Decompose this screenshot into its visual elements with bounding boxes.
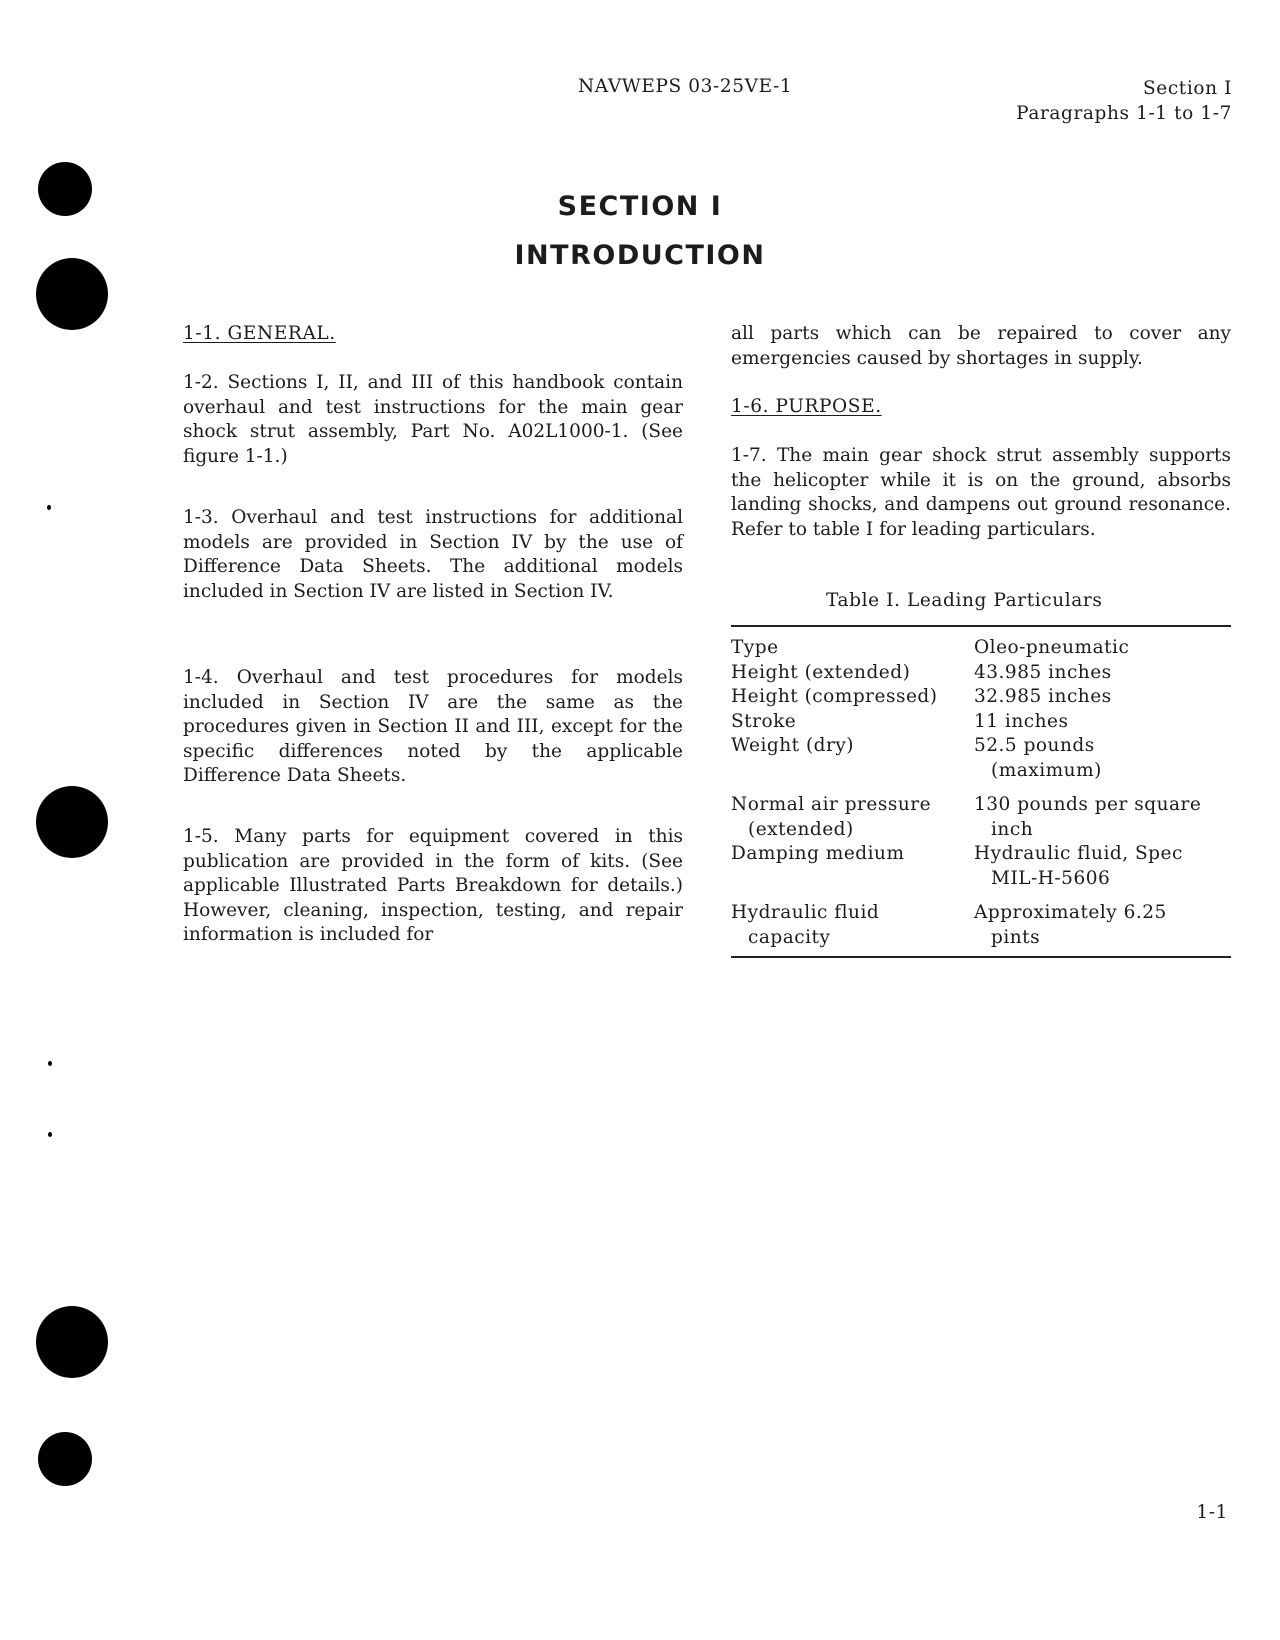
section-title: SECTION I	[557, 191, 723, 222]
cell-value	[974, 783, 1231, 842]
cell-value-line2: MIL-H-5606	[991, 867, 1111, 889]
cell-parameter-line2: (extended)	[748, 818, 854, 840]
cell-value	[974, 710, 1231, 735]
punch-hole-5	[38, 1432, 92, 1486]
document-number: NAVWEPS 03-25VE-1	[578, 76, 793, 97]
header-section: Section I	[1143, 78, 1232, 99]
cell-value-line1: Approximately 6.25	[974, 902, 1167, 923]
cell-parameter-line2: capacity	[748, 926, 831, 948]
page-number: 1-1	[1196, 1502, 1228, 1523]
cell-parameter-line1: Height (compressed)	[731, 686, 938, 707]
heading-purpose: 1-6. PURPOSE.	[731, 396, 882, 417]
cell-parameter	[731, 783, 974, 842]
cell-parameter-line1: Height (extended)	[731, 661, 911, 683]
scan-speck	[48, 1061, 52, 1066]
cell-value-line2: pints	[991, 926, 1041, 948]
punch-hole-3	[36, 786, 108, 858]
cell-value-line1: Hydraulic fluid, Spec	[974, 843, 1183, 864]
cell-parameter-line1: Normal air pressure	[731, 794, 932, 815]
table-bottom-rule	[731, 956, 1231, 958]
cell-parameter-line1: Type	[731, 637, 779, 658]
table-row	[731, 734, 1231, 783]
cell-value-line1: 130 pounds per square	[974, 794, 1202, 815]
paragraph-1-2: 1-2. Sections I, II, and III of this handbook contain overhaul and test instructions for the main gear shock strut assembly, Part No. A02L1000-1. (See figure 1-1.)	[183, 372, 683, 467]
section-name: INTRODUCTION	[514, 240, 766, 271]
cell-value-line1: 11 inches	[974, 710, 1069, 732]
cell-value-line1: 52.5 pounds	[974, 735, 1095, 756]
cell-value	[974, 891, 1231, 950]
cell-value	[974, 842, 1231, 891]
table-row	[731, 842, 1231, 891]
header-paragraphs: Paragraphs 1-1 to 1-7	[1016, 103, 1232, 124]
cell-value-line2: (maximum)	[991, 759, 1102, 781]
table-row	[731, 891, 1231, 950]
cell-value-line2: inch	[991, 818, 1034, 840]
table-row	[731, 636, 1231, 661]
cell-value	[974, 685, 1231, 710]
paragraph-1-5-continued: all parts which can be repaired to cover any emergencies caused by shortages in supply.	[731, 323, 1231, 369]
cell-value	[974, 636, 1231, 661]
cell-parameter-line1: Weight (dry)	[731, 735, 855, 756]
cell-parameter	[731, 734, 974, 783]
cell-value-line1: 32.985 inches	[974, 686, 1112, 707]
cell-parameter	[731, 661, 974, 686]
cell-parameter	[731, 636, 974, 661]
cell-value	[974, 661, 1231, 686]
table-top-rule	[731, 625, 1231, 627]
cell-value-line1: Oleo-pneumatic	[974, 637, 1130, 658]
paragraph-1-4: 1-4. Overhaul and test procedures for models included in Section IV are the same as the procedures given in Section II and III, except for the specific differences noted by the applicable Difference Data Sheets.	[183, 667, 683, 786]
table-row	[731, 783, 1231, 842]
table-caption: Table I. Leading Particulars	[826, 590, 1103, 611]
paragraph-1-7: 1-7. The main gear shock strut assembly supports the helicopter while it is on the ground, absorbs landing shocks, and dampens out ground resonance. Refer to table I for leading particulars.	[731, 445, 1231, 540]
cell-parameter	[731, 891, 974, 950]
paragraph-1-3: 1-3. Overhaul and test instructions for additional models are provided in Section IV by the use of Difference Data Sheets. The additional models included in Section IV are listed in Section IV.	[183, 507, 683, 602]
leading-particulars-table	[731, 636, 1231, 950]
cell-parameter-line1: Hydraulic fluid	[731, 902, 880, 923]
table-row	[731, 685, 1231, 710]
scan-speck	[48, 1132, 52, 1137]
scan-speck	[47, 505, 51, 510]
cell-value-line1: 43.985 inches	[974, 661, 1112, 683]
punch-hole-4	[36, 1306, 108, 1378]
paragraph-1-5: 1-5. Many parts for equipment covered in this publication are provided in the form of kits. (See applicable Illustrated Parts Breakdown for details.) However, cleaning, inspection, testing, and repair information is included for	[183, 826, 683, 945]
running-header-right	[1016, 76, 1232, 126]
cell-parameter-line1: Stroke	[731, 710, 797, 732]
table-row	[731, 710, 1231, 735]
cell-parameter	[731, 842, 974, 891]
table-row	[731, 661, 1231, 686]
cell-value	[974, 734, 1231, 783]
cell-parameter	[731, 710, 974, 735]
cell-parameter-line1: Damping medium	[731, 843, 905, 864]
cell-parameter	[731, 685, 974, 710]
heading-general: 1-1. GENERAL.	[183, 323, 336, 344]
